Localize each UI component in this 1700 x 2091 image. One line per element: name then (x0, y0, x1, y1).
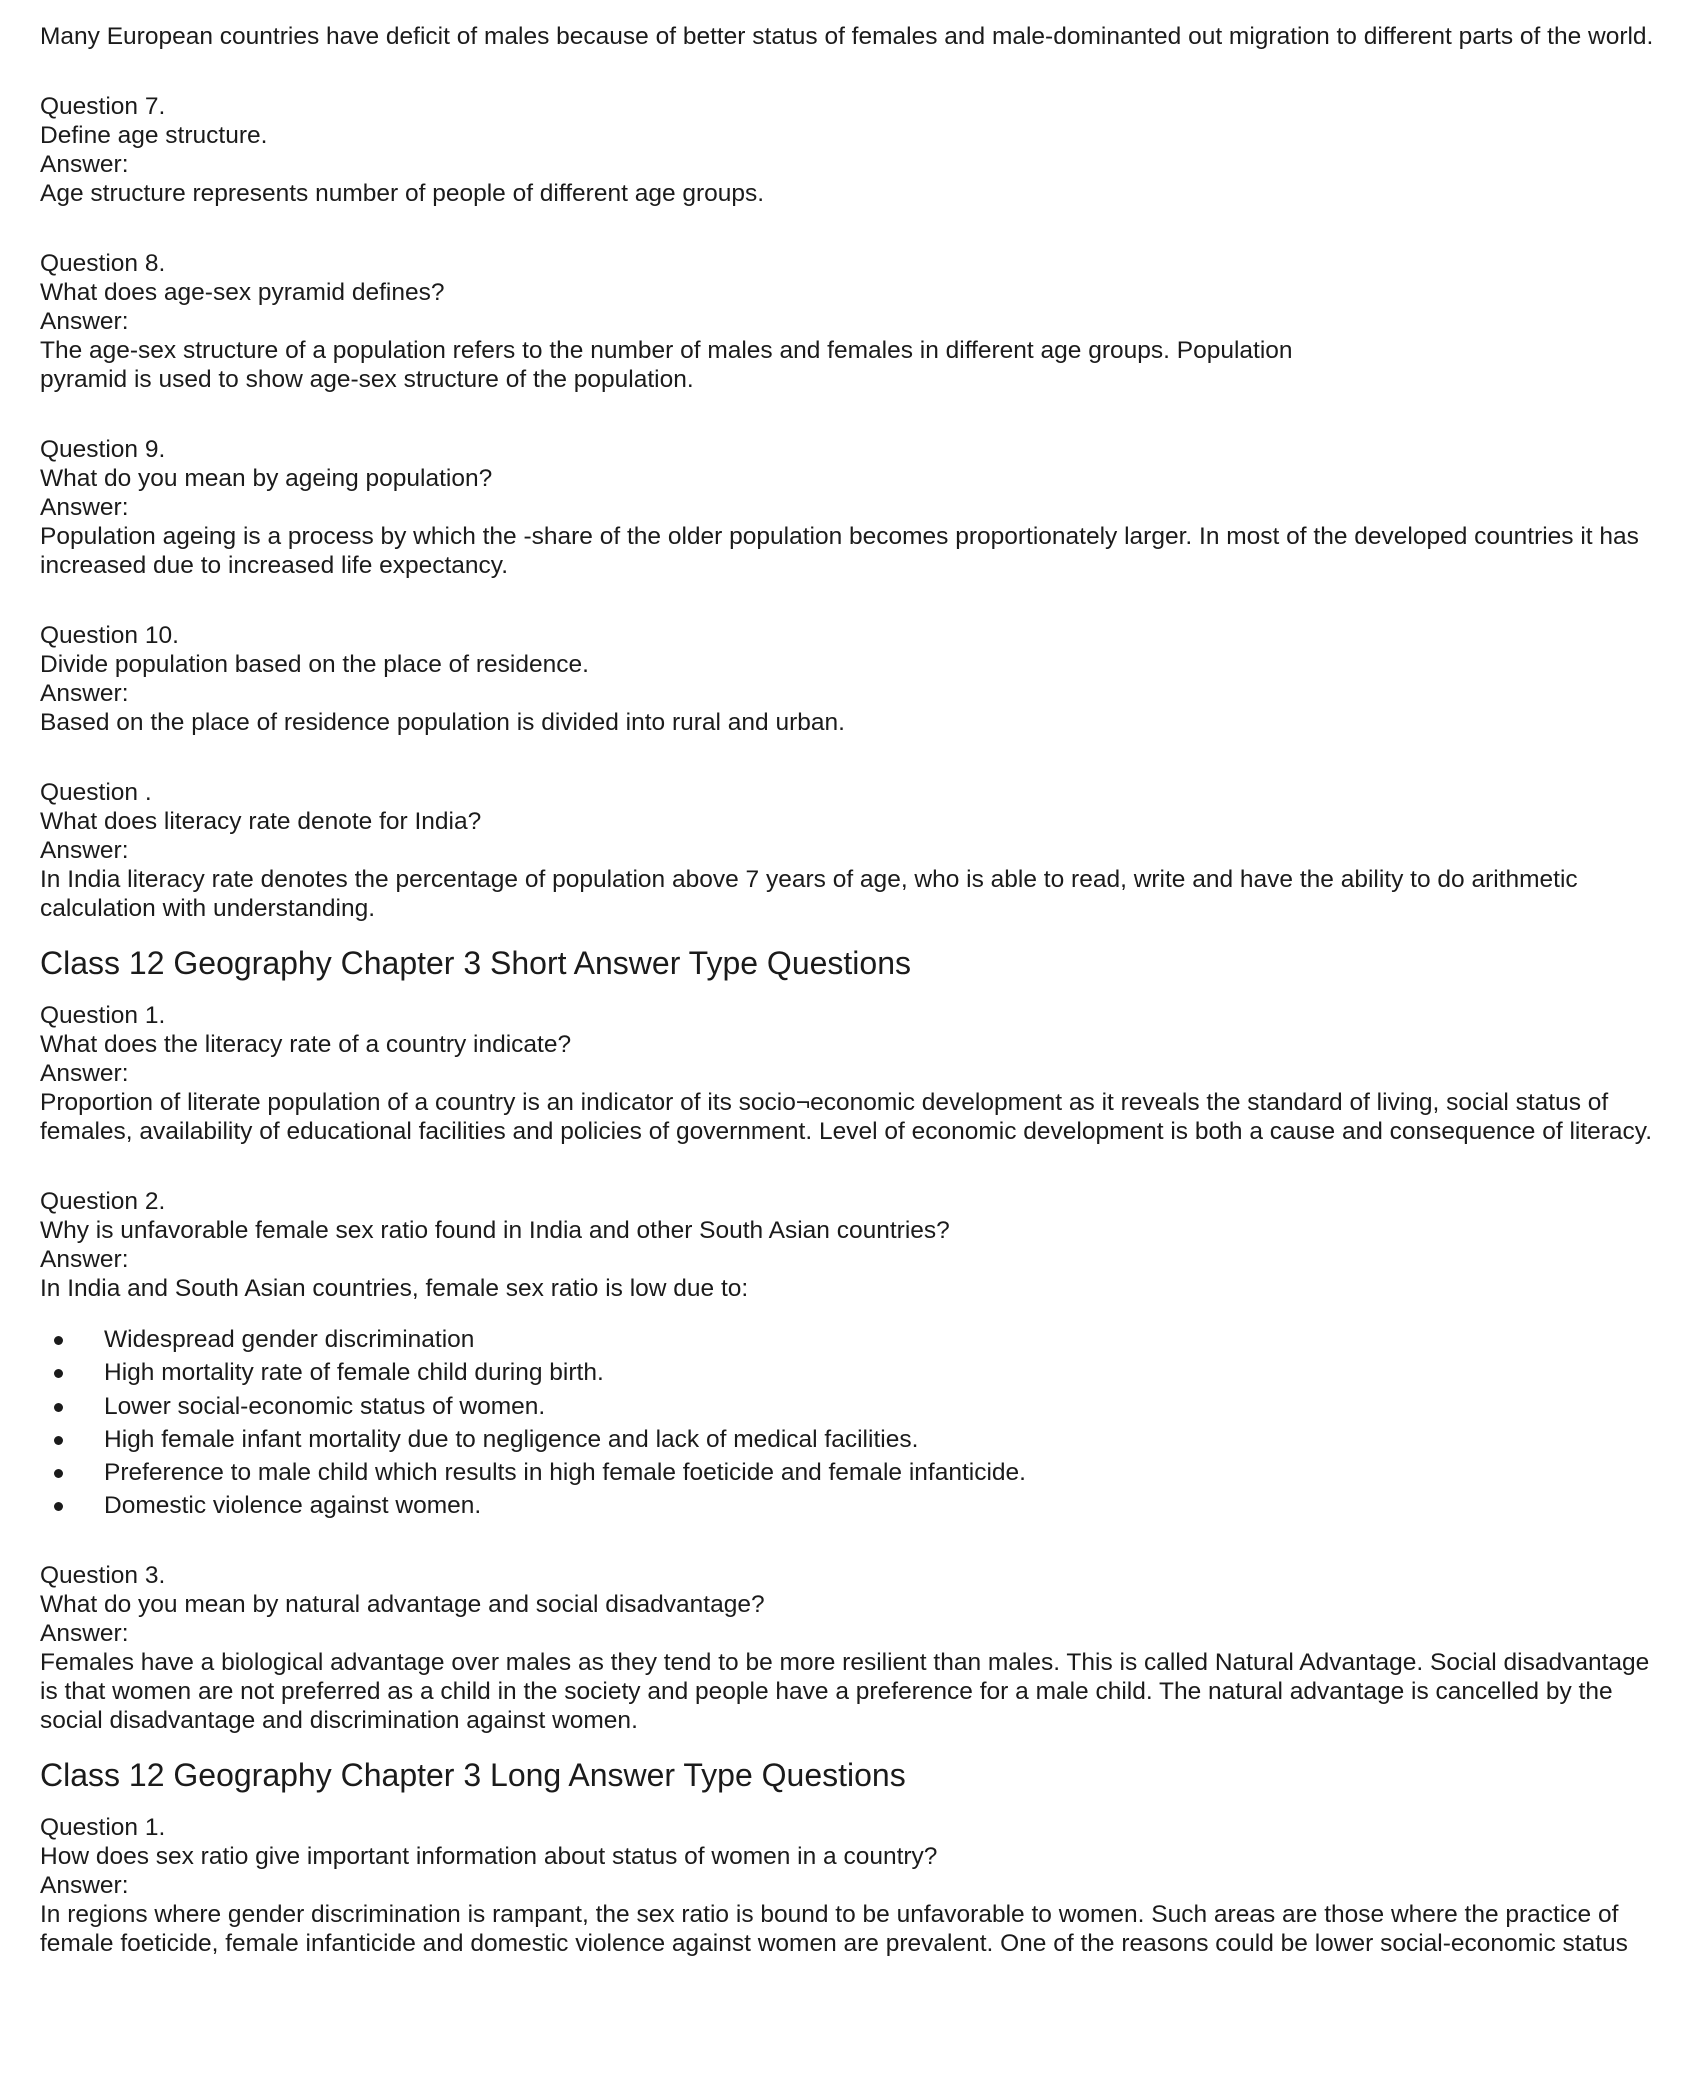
intro-paragraph: Many European countries have deficit of males because of better status of females and male-dominanted out migration to different parts of the world. (40, 23, 1654, 50)
bullet-icon (54, 1369, 63, 1378)
question-prompt: What does literacy rate denote for India? (40, 808, 482, 835)
bullet-icon (54, 1502, 63, 1511)
answer-label: Answer: (40, 680, 129, 707)
answer-label: Answer: (40, 1619, 129, 1647)
answer-label: Answer: (40, 494, 129, 521)
answer-text: Population ageing is a process by which the -share of the older population becomes proportionately larger. In most of the developed countries it has increased due to increased life expectancy. (40, 523, 1639, 579)
list-item (40, 1456, 1670, 1489)
list-item-text: High mortality rate of female child during birth. (104, 1359, 604, 1387)
answer-text: Based on the place of residence population is divided into rural and urban. (40, 709, 845, 736)
reasons-bullet-list (40, 1323, 1670, 1523)
qa-question-literacy-india (40, 778, 1670, 923)
section-heading-short-answer: Class 12 Geography Chapter 3 Short Answer Type Questions (40, 945, 911, 981)
document-page (40, 22, 1670, 1958)
bullet-icon (54, 1336, 63, 1345)
answer-text: Age structure represents number of people of different age groups. (40, 180, 765, 207)
question-prompt: What do you mean by natural advantage and social disadvantage? (40, 1590, 765, 1618)
question-number: Question 3. (40, 1561, 166, 1589)
answer-label: Answer: (40, 837, 129, 864)
answer-label: Answer: (40, 308, 129, 335)
question-number: Question 1. (40, 1002, 166, 1029)
answer-text: In India and South Asian countries, female sex ratio is low due to: (40, 1275, 749, 1302)
question-number: Question 9. (40, 436, 166, 463)
question-prompt: Why is unfavorable female sex ratio found in India and other South Asian countries? (40, 1217, 950, 1244)
answer-text-line-1: The age-sex structure of a population refers to the number of males and females in different age groups. Population (40, 337, 1293, 364)
long-qa-question-1 (40, 1813, 1670, 1958)
list-item (40, 1356, 1670, 1389)
short-qa-question-2 (40, 1187, 1670, 1303)
qa-question-9 (40, 435, 1670, 580)
question-prompt: What does the literacy rate of a country indicate? (40, 1031, 572, 1058)
question-number: Question 8. (40, 250, 166, 277)
answer-label: Answer: (40, 1246, 129, 1273)
question-number: Question 10. (40, 622, 179, 649)
question-prompt: Divide population based on the place of residence. (40, 651, 589, 678)
question-number: Question 1. (40, 1813, 166, 1841)
short-qa-question-3 (40, 1561, 1670, 1735)
answer-label: Answer: (40, 151, 129, 178)
list-item-text: Lower social-economic status of women. (104, 1392, 546, 1420)
list-item (40, 1489, 1670, 1522)
answer-label: Answer: (40, 1871, 129, 1899)
bullet-icon (54, 1469, 63, 1478)
list-item-text: High female infant mortality due to negligence and lack of medical facilities. (104, 1425, 919, 1453)
answer-text: Proportion of literate population of a country is an indicator of its socio¬economic development as it reveals the standard of living, social status of females, availability of educational facilities and policies of government. Level of economic development is both a cause and consequence of literacy. (40, 1089, 1653, 1145)
qa-question-7 (40, 92, 1670, 208)
question-number: Question . (40, 779, 152, 806)
list-item (40, 1423, 1670, 1456)
bullet-icon (54, 1403, 63, 1412)
question-prompt: Define age structure. (40, 122, 268, 149)
question-number: Question 7. (40, 93, 166, 120)
question-prompt: How does sex ratio give important information about status of women in a country? (40, 1842, 938, 1870)
list-item-text: Preference to male child which results in high female foeticide and female infanticide. (104, 1459, 1026, 1487)
list-item-text: Domestic violence against women. (104, 1492, 482, 1520)
answer-label: Answer: (40, 1060, 129, 1087)
qa-question-10 (40, 621, 1670, 737)
answer-text-line-2: pyramid is used to show age-sex structure of the population. (40, 366, 694, 393)
answer-text: Females have a biological advantage over males as they tend to be more resilient than males. This is called Natural Advantage. Social disadvantage is that women are not preferred as a child in the society and people have a preference for a male child. The natural advantage is cancelled by the social disadvantage and discrimination against women. (40, 1648, 1650, 1734)
qa-question-8 (40, 249, 1670, 394)
list-item-text: Widespread gender discrimination (104, 1326, 475, 1353)
list-item (40, 1323, 1670, 1356)
answer-text: In India literacy rate denotes the percentage of population above 7 years of age, who is able to read, write and have the ability to do arithmetic calculation with understanding. (40, 866, 1578, 922)
answer-text: In regions where gender discrimination is rampant, the sex ratio is bound to be unfavorable to women. Such areas are those where the practice of female foeticide, female infanticide and domestic violence against women are prevalent. One of the reasons could be lower social-economic status (40, 1900, 1628, 1957)
list-item (40, 1390, 1670, 1423)
question-number: Question 2. (40, 1188, 166, 1215)
question-prompt: What does age-sex pyramid defines? (40, 279, 445, 306)
section-heading-long-answer: Class 12 Geography Chapter 3 Long Answer Type Questions (40, 1756, 906, 1793)
bullet-icon (54, 1436, 63, 1445)
question-prompt: What do you mean by ageing population? (40, 465, 493, 492)
short-qa-question-1 (40, 1001, 1670, 1146)
